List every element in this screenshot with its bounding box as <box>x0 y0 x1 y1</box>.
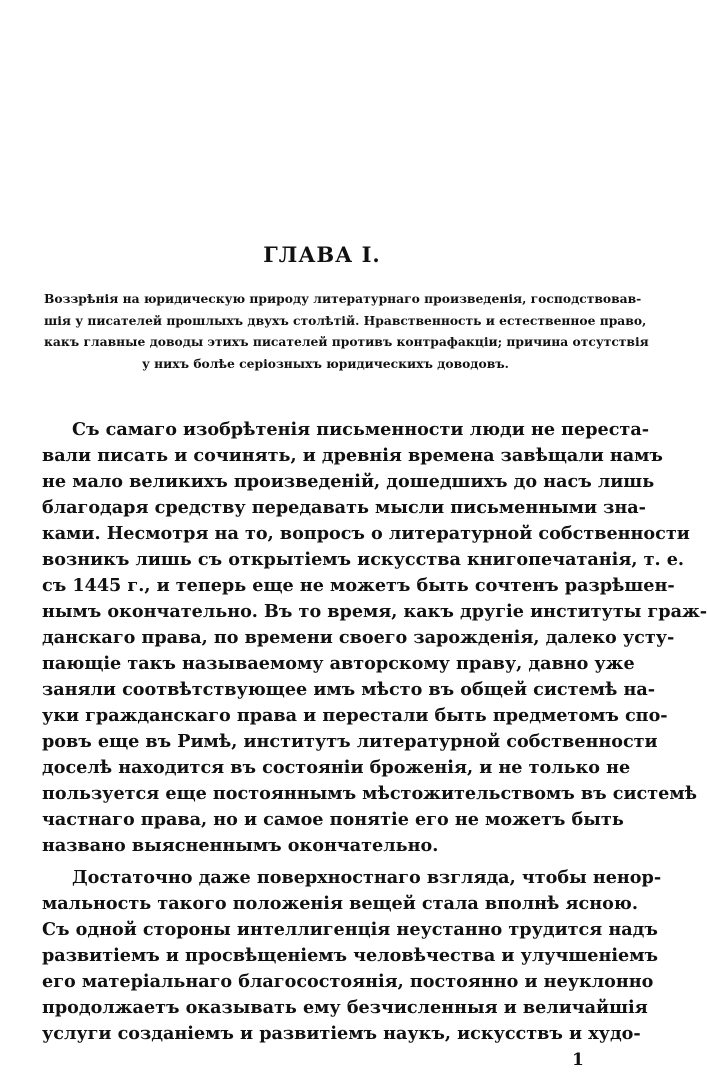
text-line: нымъ окончательно. Въ то время, какъ другіе институты граж- <box>42 601 707 622</box>
text-line: ровъ еще въ Римѣ, институтъ литературной собственности <box>42 731 658 752</box>
summary-line: шія у писателей прошлыхъ двухъ столѣтій. Нравственность и естественное право, <box>44 312 647 328</box>
text-line: съ 1445 г., и теперь еще не можетъ быть сочтенъ разрѣшен- <box>42 575 675 596</box>
text-line: его матеріальнаго благосостоянія, постоянно и неуклонно <box>42 971 654 992</box>
summary-line: у нихъ болѣе серіозныхъ юридическихъ доводовъ. <box>142 355 509 371</box>
text-line: Съ одной стороны интеллигенція неустанно трудится надъ <box>42 919 658 940</box>
text-line: пользуется еще постояннымъ мѣстожительствомъ въ системѣ <box>42 783 697 804</box>
paragraph-1 <box>42 417 707 859</box>
text-line: возникъ лишь съ открытіемъ искусства книгопечатанія, т. е. <box>42 549 685 570</box>
text-line: развитіемъ и просвѣщеніемъ человѣчества и улучшеніемъ <box>42 945 659 966</box>
text-line: названо выясненнымъ окончательно. <box>42 835 439 856</box>
paragraph-2 <box>42 865 662 1047</box>
text-line: пающіе такъ называемому авторскому праву, давно уже <box>42 653 635 674</box>
text-line: Съ самаго изобрѣтенія письменности люди не переста- <box>72 419 650 440</box>
text-line: ками. Несмотря на то, вопросъ о литературной собственности <box>42 523 690 544</box>
text-line: уки гражданскаго права и перестали быть предметомъ спо- <box>42 705 668 726</box>
chapter-heading: ГЛАВА I. <box>263 242 381 267</box>
text-line: Достаточно даже поверхностнаго взгляда, чтобы ненор- <box>72 867 662 888</box>
page-number: 1 <box>572 1050 584 1070</box>
body-text <box>42 417 707 1047</box>
text-line: благодаря средству передавать мысли письменными зна- <box>42 497 646 518</box>
text-line: данскаго права, по времени своего зарожденія, далеко усту- <box>42 627 675 648</box>
text-line: частнаго права, но и самое понятіе его не можетъ быть <box>42 809 624 830</box>
text-line: доселѣ находится въ состояніи броженія, и не только не <box>42 757 631 778</box>
text-line: продолжаетъ оказывать ему безчисленныя и величайшія <box>42 997 648 1018</box>
text-line: мальность такого положенія вещей стала вполнѣ ясною. <box>42 893 638 914</box>
chapter-summary <box>44 288 649 374</box>
text-line: заняли соотвѣтствующее имъ мѣсто въ общей системѣ на- <box>42 679 656 700</box>
text-line: вали писать и сочинять, и древнія времена завѣщали намъ <box>42 445 663 466</box>
text-line: не мало великихъ произведеній, дошедшихъ до насъ лишь <box>42 471 655 492</box>
text-line: услуги созданіемъ и развитіемъ наукъ, искусствъ и худо- <box>42 1023 641 1044</box>
summary-line: какъ главные доводы этихъ писателей противъ контрафакціи; причина отсутствія <box>44 334 649 349</box>
summary-line: Воззрѣнія на юридическую природу литературнаго произведенія, господствовав- <box>44 291 642 306</box>
